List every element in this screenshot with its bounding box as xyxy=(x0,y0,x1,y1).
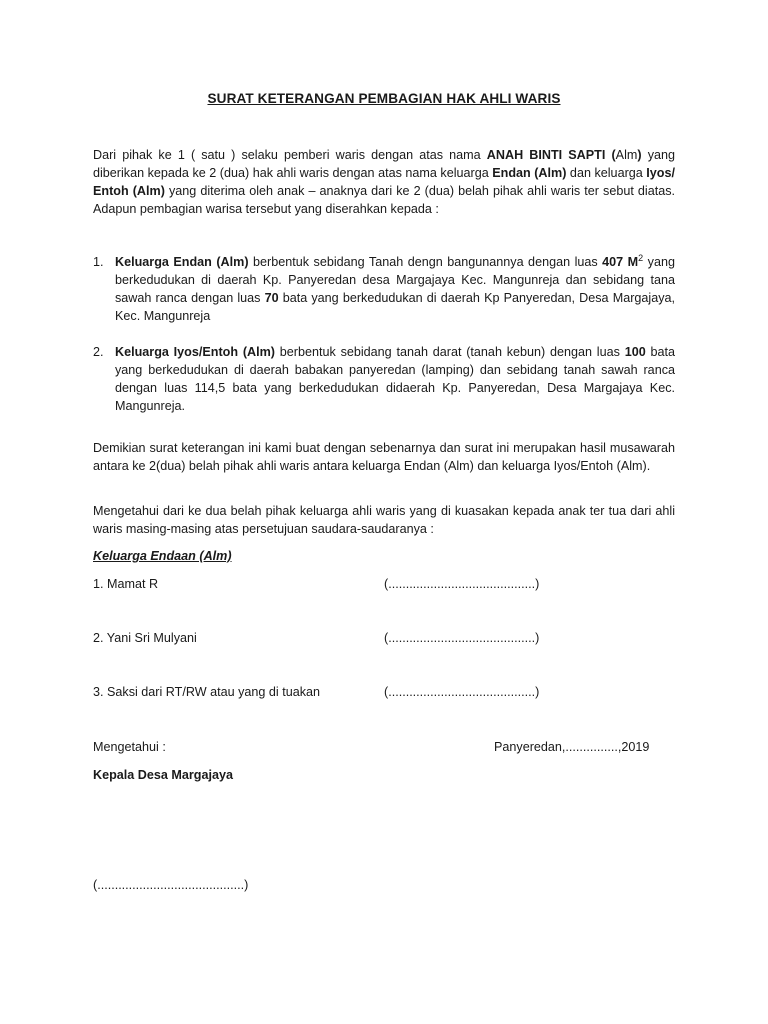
authority-paragraph: Mengetahui dari ke dua belah pihak keluarga ahli waris yang di kuasakan kepada anak ter tua dari ahli waris masing-masing atas persetujuan saudara-saudaranya : xyxy=(93,504,675,536)
signature-line: (..........................................) xyxy=(384,631,540,645)
signature-line: (..........................................) xyxy=(384,685,540,699)
area-unit-superscript: 2 xyxy=(638,253,644,263)
intro-paragraph xyxy=(93,146,675,218)
place-date: Panyeredan,...............,2019 xyxy=(494,740,650,754)
list-item-text: bata yang berkedudukan di daerah Kp Panyeredan, Desa Margajaya, Kec. Mangunreja xyxy=(115,291,675,323)
list-item-text: berbentuk sebidang Tanah dengn bangunannya dengan luas xyxy=(248,255,603,269)
rice-field-area: 70 xyxy=(264,291,279,305)
list-item-heir: Keluarga Iyos/Entoh (Alm) xyxy=(115,345,275,359)
village-head-signature-line: (..........................................) xyxy=(93,878,249,892)
intro-text-1: Dari pihak ke 1 ( satu ) selaku pemberi waris dengan atas nama xyxy=(93,148,487,162)
list-item xyxy=(93,343,675,415)
list-item-text: berbentuk sebidang tanah darat (tanah kebun) dengan luas xyxy=(275,345,625,359)
list-item-number: 2. xyxy=(93,345,104,359)
list-item-body xyxy=(115,253,675,325)
intro-text-4: dan keluarga xyxy=(566,166,647,180)
village-head-title: Kepala Desa Margajaya xyxy=(93,768,234,782)
list-item-number: 1. xyxy=(93,255,104,269)
intro-bold-close: ) xyxy=(637,148,642,162)
intro-text-3: yang diberikan kepada ke 2 (dua) hak ahli waris dengan atas nama keluarga xyxy=(93,148,675,180)
intro-text-2: Alm xyxy=(615,148,638,162)
list-item-text: yang berkedudukan di daerah Kp. Panyeredan desa Margajaya Kec. Mangunreja dan sebidang tana sawah ranca dengan luas xyxy=(115,255,675,305)
intro-text-5: yang diterima oleh anak – anaknya dari ke 2 (dua) belah pihak ahli waris ter sebut diatas. Adapun pembagian warisa tersebut yang diserahkan kepada : xyxy=(93,184,676,216)
land-area: 100 xyxy=(624,345,646,359)
list-item-heir: Keluarga Endan (Alm) xyxy=(115,255,249,269)
list-item xyxy=(93,253,675,325)
list-item-text: bata yang berkedudukan di daerah babakan panyeredan (lamping) dan sebidang tanah sawah ranca dengan luas 114,5 bata yang berkedudukan didaerah Kp. Panyeredan, Desa Margajaya Kec. Mangunreja. xyxy=(115,345,675,413)
heir-endan: Endan (Alm) xyxy=(492,166,567,180)
signatory-name: 1. Mamat R xyxy=(93,577,159,591)
family-heading: Keluarga Endaan (Alm) xyxy=(93,549,232,563)
land-area: 407 M xyxy=(602,255,639,269)
signature-line: (..........................................) xyxy=(384,577,540,591)
closing-paragraph: Demikian surat keterangan ini kami buat dengan sebenarnya dan surat ini merupakan hasil musawarah antara ke 2(dua) belah pihak ahli waris antara keluarga Endan (Alm) dan keluarga Iyos/Entoh (Alm). xyxy=(93,441,675,473)
deceased-name: ANAH BINTI SAPTI ( xyxy=(486,148,616,162)
signatory-name: 2. Yani Sri Mulyani xyxy=(93,631,197,645)
heir-iyos-entoh: Iyos/ Entoh (Alm) xyxy=(93,166,675,198)
acknowledged-label: Mengetahui : xyxy=(93,740,166,754)
signatory-name: 3. Saksi dari RT/RW atau yang di tuakan xyxy=(93,685,321,699)
list-item-body xyxy=(115,343,675,415)
document-title: SURAT KETERANGAN PEMBAGIAN HAK AHLI WARIS xyxy=(207,91,561,106)
